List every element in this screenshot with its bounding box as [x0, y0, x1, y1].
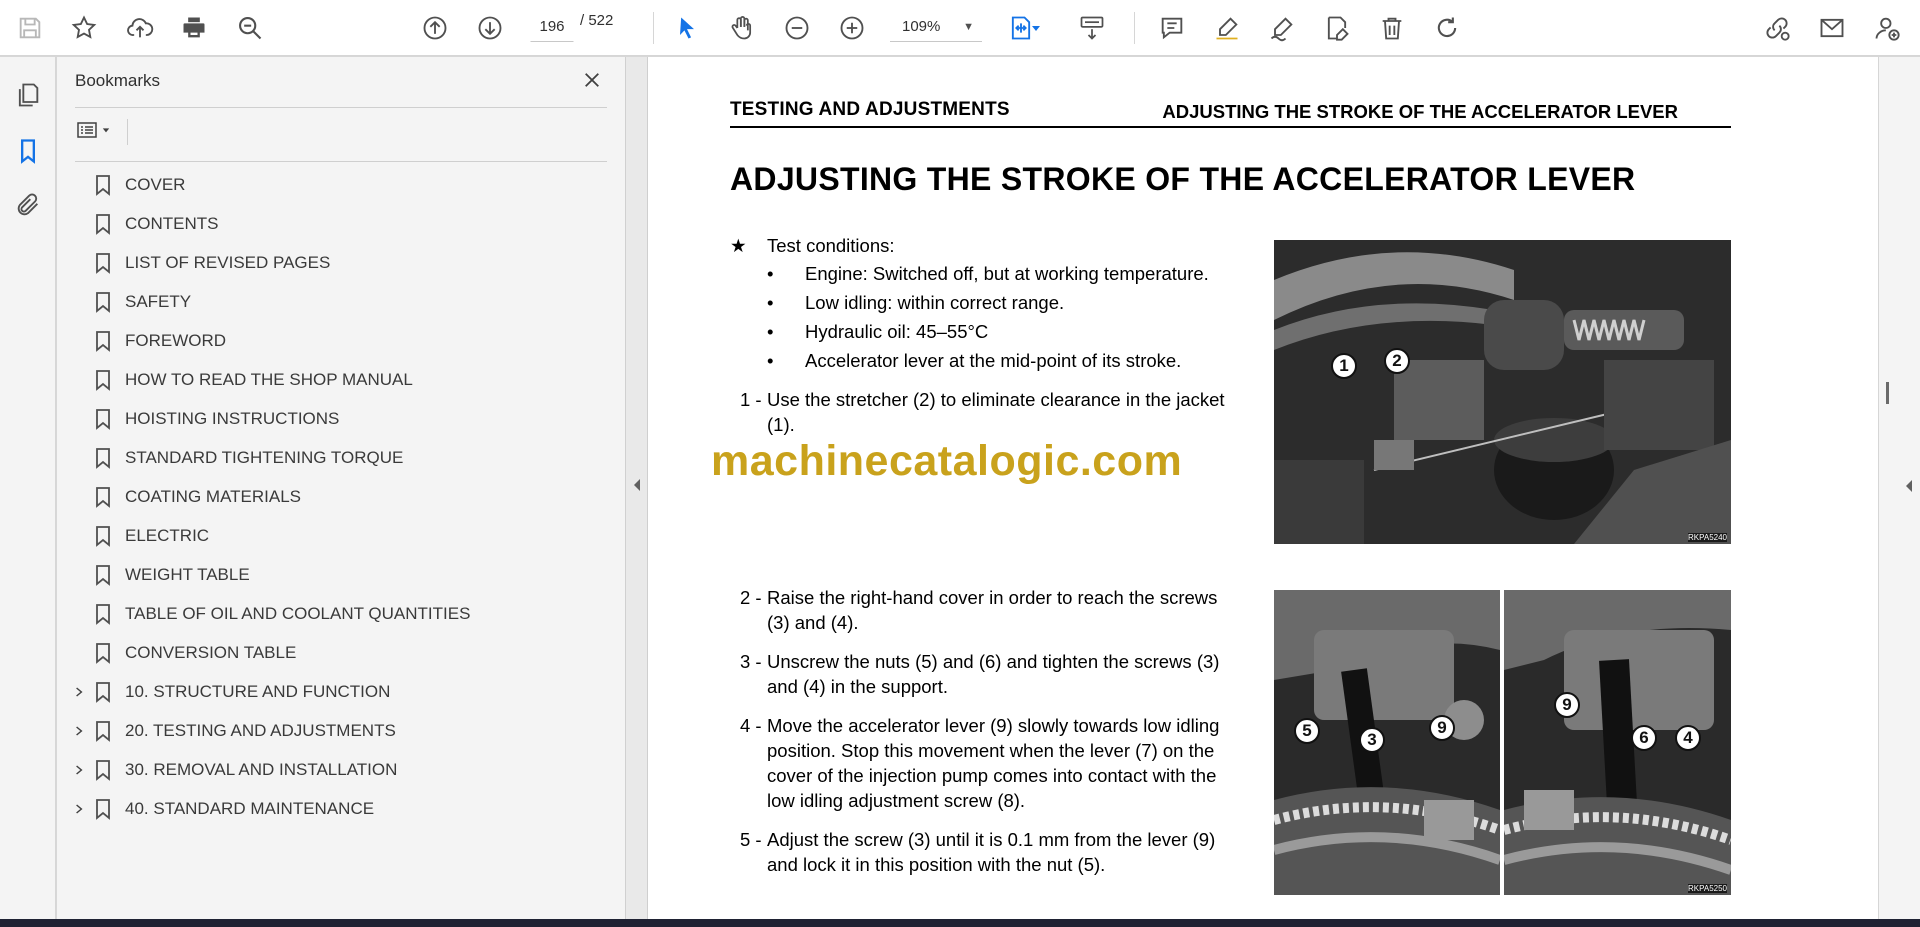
- bullet: •: [767, 263, 774, 284]
- bookmarks-title: Bookmarks: [75, 71, 161, 90]
- page-total: / 522: [580, 12, 614, 29]
- print-icon[interactable]: [176, 10, 212, 46]
- step-number: 3 -: [740, 651, 762, 672]
- document-viewer[interactable]: [648, 57, 1878, 919]
- bookmark-item[interactable]: [57, 360, 626, 399]
- bookmark-label: 30. REMOVAL AND INSTALLATION: [125, 759, 398, 779]
- callout-4: 4: [1675, 725, 1701, 751]
- bookmark-icon: [94, 759, 112, 781]
- page-down-icon[interactable]: [472, 10, 508, 46]
- chevron-right-icon[interactable]: [71, 723, 87, 739]
- close-icon[interactable]: [577, 65, 607, 95]
- page-up-icon[interactable]: [417, 10, 453, 46]
- panel-divider: [127, 119, 128, 145]
- step-text: Raise the right-hand cover in order to reach the screws: [767, 587, 1218, 608]
- step-text: cover of the injection pump comes into contact with the: [767, 765, 1217, 786]
- delete-icon[interactable]: [1374, 10, 1410, 46]
- zoom-level-select[interactable]: [890, 12, 982, 42]
- taskbar-strip: [0, 919, 1920, 927]
- bookmark-icon: [94, 720, 112, 742]
- zoom-level-value: 109%: [902, 18, 941, 35]
- bookmark-label: COVER: [125, 174, 186, 194]
- account-icon[interactable]: [1869, 10, 1905, 46]
- bookmark-icon: [94, 486, 112, 508]
- bookmark-icon: [94, 213, 112, 235]
- bookmark-label: CONTENTS: [125, 213, 219, 233]
- pump-photo-left: [1274, 590, 1500, 895]
- bookmark-label: 20. TESTING AND ADJUSTMENTS: [125, 720, 396, 740]
- zoom-in-icon[interactable]: [834, 10, 870, 46]
- condition-item: Engine: Switched off, but at working temperature.: [805, 263, 1209, 284]
- bookmark-label: ELECTRIC: [125, 525, 210, 545]
- bookmark-label: SAFETY: [125, 291, 192, 311]
- bookmark-item[interactable]: [57, 321, 626, 360]
- panel-splitter[interactable]: [626, 57, 648, 919]
- bookmark-label: 40. STANDARD MAINTENANCE: [125, 798, 375, 818]
- select-cursor-icon[interactable]: [669, 10, 705, 46]
- bookmark-label: FOREWORD: [125, 330, 227, 350]
- bookmark-item[interactable]: [57, 555, 626, 594]
- figure-code: RKPA5240: [1688, 533, 1727, 542]
- callout-6: 6: [1631, 725, 1657, 751]
- panel-divider: [75, 161, 607, 162]
- bookmark-label: HOW TO READ THE SHOP MANUAL: [125, 369, 413, 389]
- rotate-icon[interactable]: [1429, 10, 1465, 46]
- bookmark-item[interactable]: [57, 165, 626, 204]
- bookmark-item[interactable]: [57, 243, 626, 282]
- bookmark-icon: [94, 642, 112, 664]
- step-text: Adjust the screw (3) until it is 0.1 mm from the lever (9): [767, 829, 1216, 850]
- chevron-right-icon[interactable]: [71, 762, 87, 778]
- toolbar-divider: [1134, 12, 1135, 44]
- step-text: low idling adjustment screw (8).: [767, 790, 1026, 811]
- bookmark-icon: [94, 291, 112, 313]
- chevron-right-icon[interactable]: [71, 801, 87, 817]
- watermark: machinecatalogic.com: [711, 437, 1183, 485]
- header-rule: [730, 126, 1731, 128]
- step-text: and (4) in the support.: [767, 676, 948, 697]
- bookmark-label: COATING MATERIALS: [125, 486, 302, 506]
- bookmark-icon: [94, 408, 112, 430]
- bookmark-icon: [94, 447, 112, 469]
- bookmark-icon: [94, 525, 112, 547]
- main-toolbar: [0, 0, 1920, 56]
- bookmarks-panel: [57, 57, 626, 919]
- pump-photo-right: [1504, 590, 1731, 895]
- bookmark-icon: [94, 603, 112, 625]
- chevron-down-icon: ▼: [963, 21, 974, 33]
- hand-icon[interactable]: [724, 10, 760, 46]
- bookmark-icon: [94, 369, 112, 391]
- save-icon[interactable]: [12, 10, 48, 46]
- bookmark-icon: [94, 330, 112, 352]
- callout-3: 3: [1359, 727, 1385, 753]
- bookmark-label: HOISTING INSTRUCTIONS: [125, 408, 340, 428]
- zoom-search-icon[interactable]: [232, 10, 268, 46]
- bookmark-list: [57, 165, 626, 828]
- engine-photo: [1274, 240, 1731, 544]
- step-number: 2 -: [740, 587, 762, 608]
- bullet: •: [767, 292, 774, 313]
- step-text: (1).: [767, 414, 795, 435]
- bookmark-icon: [94, 798, 112, 820]
- bookmark-icon: [94, 252, 112, 274]
- highlight-icon[interactable]: [1209, 10, 1245, 46]
- share-link-icon[interactable]: [1759, 10, 1795, 46]
- bookmark-item[interactable]: [57, 399, 626, 438]
- navigation-rail: [0, 57, 56, 919]
- bookmark-item[interactable]: [57, 594, 626, 633]
- bookmark-item[interactable]: [57, 516, 626, 555]
- bookmark-icon: [94, 681, 112, 703]
- step-text: Move the accelerator lever (9) slowly towards low idling: [767, 715, 1220, 736]
- list-options-icon: [75, 118, 99, 142]
- bullet: •: [767, 350, 774, 371]
- bookmark-item[interactable]: [57, 633, 626, 672]
- step-text: (3) and (4).: [767, 612, 859, 633]
- bookmark-label: WEIGHT TABLE: [125, 564, 250, 584]
- zoom-out-icon[interactable]: [779, 10, 815, 46]
- bookmark-label: STANDARD TIGHTENING TORQUE: [125, 447, 404, 467]
- step-text: position. Stop this movement when the lever (7) on the: [767, 740, 1215, 761]
- bookmark-item[interactable]: [57, 477, 626, 516]
- vertical-scrollbar[interactable]: [1886, 382, 1889, 404]
- bookmark-star-icon[interactable]: [66, 10, 102, 46]
- condition-item: Accelerator lever at the mid-point of its stroke.: [805, 350, 1182, 371]
- expand-right-panel-icon[interactable]: [1904, 478, 1914, 494]
- bookmarks-icon[interactable]: [10, 133, 46, 169]
- panel-divider: [75, 107, 607, 108]
- star-marker: ★: [730, 235, 747, 256]
- bookmark-label: CONVERSION TABLE: [125, 642, 297, 662]
- page-title: ADJUSTING THE STROKE OF THE ACCELERATOR LEVER: [730, 161, 1636, 197]
- figure-code: RKPA5250: [1688, 884, 1727, 893]
- bookmark-label: 10. STRUCTURE AND FUNCTION: [125, 681, 391, 701]
- bookmark-label: LIST OF REVISED PAGES: [125, 252, 331, 272]
- step-text: Use the stretcher (2) to eliminate clearance in the jacket: [767, 389, 1225, 410]
- pdf-page: [648, 57, 1878, 919]
- scroll-mode-icon[interactable]: [1074, 10, 1110, 46]
- step-number: 4 -: [740, 715, 762, 736]
- bookmark-item[interactable]: [57, 282, 626, 321]
- toolbar-divider: [653, 12, 654, 44]
- edit-icon[interactable]: [1319, 10, 1355, 46]
- bookmark-icon: [94, 564, 112, 586]
- bullet: •: [767, 321, 774, 342]
- page-number-input[interactable]: 196: [530, 12, 574, 42]
- callout-1: 1: [1331, 353, 1357, 379]
- chevron-down-icon[interactable]: [1029, 10, 1043, 46]
- attachment-icon[interactable]: [10, 187, 46, 223]
- step-number: 5 -: [740, 829, 762, 850]
- page-header-section: TESTING AND ADJUSTMENTS: [730, 99, 1010, 120]
- callout-5: 5: [1294, 718, 1320, 744]
- bookmark-options-button[interactable]: [75, 115, 121, 145]
- step-text: Unscrew the nuts (5) and (6) and tighten the screws (3): [767, 651, 1220, 672]
- bookmark-item[interactable]: [57, 204, 626, 243]
- email-icon[interactable]: [1814, 10, 1850, 46]
- callout-2: 2: [1384, 348, 1410, 374]
- bookmark-item[interactable]: [57, 438, 626, 477]
- page-header-topic: ADJUSTING THE STROKE OF THE ACCELERATOR LEVER: [1162, 101, 1678, 122]
- step-number: 1 -: [740, 389, 762, 410]
- bookmark-label: TABLE OF OIL AND COOLANT QUANTITIES: [125, 603, 471, 623]
- callout-9: 9: [1554, 692, 1580, 718]
- bookmark-icon: [94, 174, 112, 196]
- conditions-title: Test conditions:: [767, 235, 895, 256]
- sign-icon[interactable]: [1264, 10, 1300, 46]
- bookmark-item[interactable]: [57, 711, 626, 750]
- chevron-right-icon[interactable]: [71, 684, 87, 700]
- collapse-panel-icon[interactable]: [632, 477, 642, 493]
- bookmark-item[interactable]: [57, 672, 626, 711]
- callout-9: 9: [1429, 715, 1455, 741]
- upload-icon[interactable]: [122, 10, 158, 46]
- chevron-down-icon: [102, 126, 110, 134]
- condition-item: Hydraulic oil: 45–55°C: [805, 321, 989, 342]
- page-thumbnails-icon[interactable]: [10, 77, 46, 113]
- condition-item: Low idling: within correct range.: [805, 292, 1065, 313]
- bookmark-item[interactable]: [57, 789, 626, 828]
- comment-icon[interactable]: [1154, 10, 1190, 46]
- bookmark-item[interactable]: [57, 750, 626, 789]
- step-text: and lock it in this position with the nut (5).: [767, 854, 1106, 875]
